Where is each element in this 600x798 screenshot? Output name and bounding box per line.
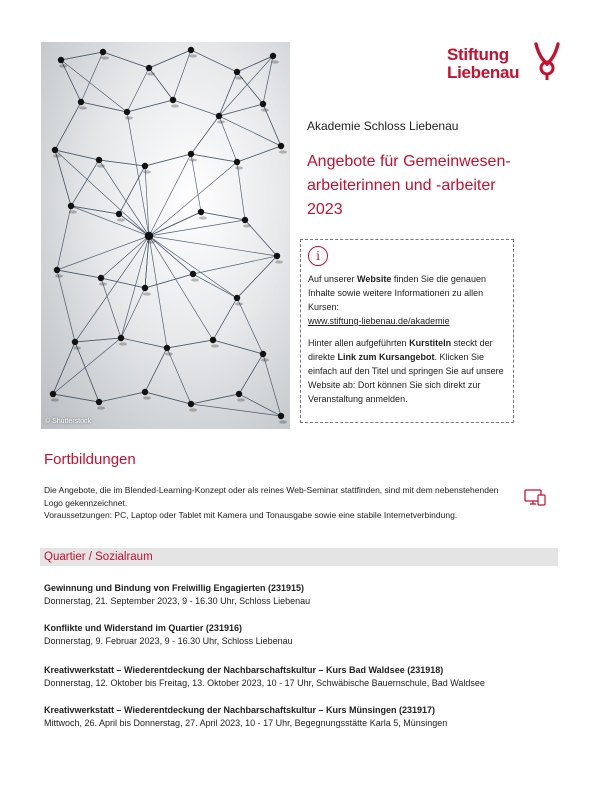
logo-line1: Stiftung <box>447 45 509 64</box>
section-intro <box>44 484 544 522</box>
course-item <box>44 622 293 648</box>
intro-requirements: Voraussetzungen: PC, Laptop oder Tablet mit Kamera und Tonausgabe sowie eine stabile Internetverbindung. <box>44 510 458 520</box>
info-text: . Klicken Sie einfach auf den Titel und springen Sie auf unsere Website ab: Dort können Sie sich direkt zur Veranstaltung anmelden. <box>308 352 504 404</box>
course-title-link[interactable]: Kreativwerkstatt – Wiederentdeckung der Nachbarschaftskultur – Kurs Münsingen (231917) <box>44 705 436 715</box>
title-line3: 2023 <box>307 201 343 218</box>
category-bar-quartier: Quartier / Sozialraum <box>40 548 558 566</box>
info-bold-kurstiteln: Kurstiteln <box>409 338 452 348</box>
monitor-icon <box>524 489 546 507</box>
course-title-link[interactable]: Gewinnung und Bindung von Freiwillig Engagierten (231915) <box>44 583 305 593</box>
info-paragraph-website <box>308 272 507 328</box>
course-title-link[interactable]: Kreativwerkstatt – Wiederentdeckung der Nachbarschaftskultur – Kurs Bad Waldsee (231918) <box>44 665 444 675</box>
stiftung-liebenau-emblem-icon <box>533 42 561 82</box>
course-details: Donnerstag, 12. Oktober bis Freitag, 13. Oktober 2023, 10 - 17 Uhr, Schwäbische Bauernschule, Bad Waldsee <box>44 678 485 688</box>
info-text: Hinter allen aufgeführten <box>308 338 410 348</box>
course-details: Donnerstag, 9. Februar 2023, 9 - 16.30 Uhr, Schloss Liebenau <box>44 636 293 646</box>
network-pins-icon <box>41 42 290 429</box>
academy-link[interactable]: www.stiftung-liebenau.de/akademie <box>308 316 450 326</box>
intro-blended-learning: Die Angebote, die im Blended-Learning-Konzept oder als reines Web-Seminar stattfinden, sind mit dem nebenstehenden Logo gekennzeichnet. <box>44 485 499 508</box>
info-text: Auf unserer <box>308 274 358 284</box>
academy-name: Akademie Schloss Liebenau <box>307 119 459 133</box>
info-icon: i <box>308 246 328 266</box>
section-title: Fortbildungen <box>44 451 136 468</box>
course-item <box>44 582 310 608</box>
course-title-link[interactable]: Konflikte und Widerstand im Quartier (231916) <box>44 623 242 633</box>
title-line1: Angebote für Gemeinwesen- <box>307 153 511 170</box>
info-bold-website: Website <box>357 274 392 284</box>
info-bold-link: Link zum Kursangebot <box>337 352 435 362</box>
page-title <box>307 150 577 222</box>
image-credit: © Shutterstock <box>45 418 92 425</box>
course-details: Donnerstag, 21. September 2023, 9 - 16.30 Uhr, Schloss Liebenau <box>44 596 311 606</box>
hero-image <box>41 42 290 429</box>
logo-line2: Liebenau <box>447 63 520 82</box>
info-paragraph-links <box>308 336 507 406</box>
course-item <box>44 664 485 690</box>
info-text: finden Sie die genauen Inhalte sowie weitere Informationen zu allen Kursen: <box>308 274 486 312</box>
info-text: steckt der direkte <box>308 338 493 362</box>
info-box <box>300 239 514 423</box>
course-item <box>44 704 447 730</box>
stiftung-liebenau-logo[interactable] <box>447 42 561 92</box>
title-line2: arbeiterinnen und -arbeiter <box>307 177 496 194</box>
course-details: Mittwoch, 26. April bis Donnerstag, 27. April 2023, 10 - 17 Uhr, Begegnungsstätte Karla 5, Münsingen <box>44 718 448 728</box>
